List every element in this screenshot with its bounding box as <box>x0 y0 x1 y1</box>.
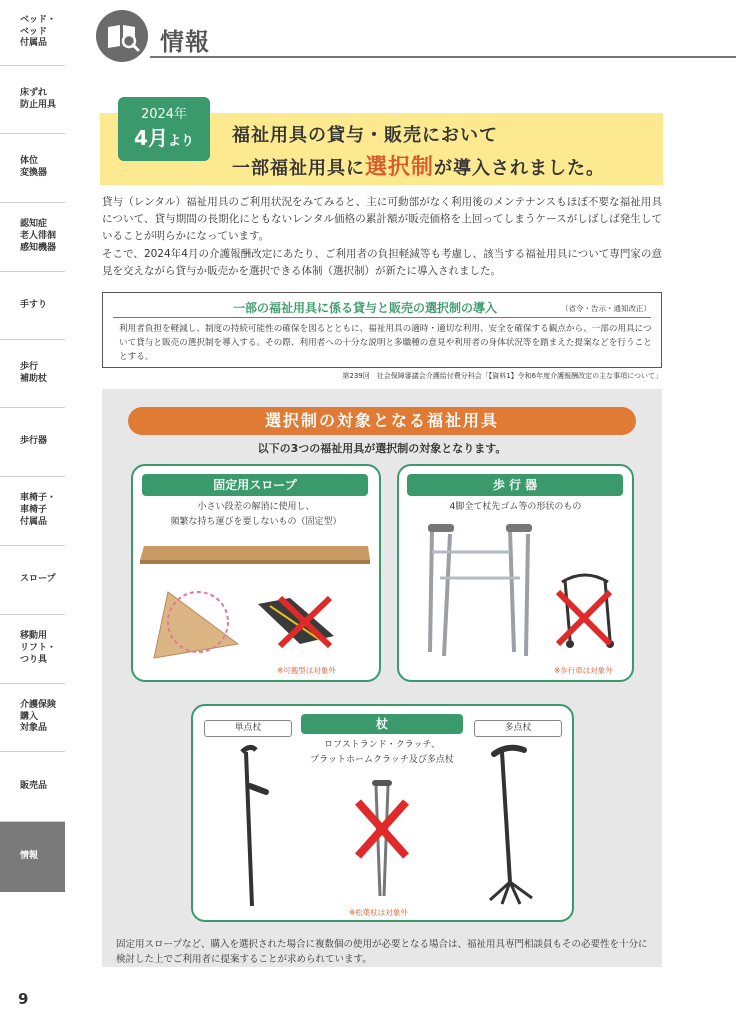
cane-note: ※松葉杖は対象外 <box>349 908 408 917</box>
badge-month-value: 4月 <box>134 126 168 150</box>
forearm-crutch-illustration <box>232 742 272 912</box>
banner-line-2-post: が導入されました。 <box>434 158 606 179</box>
multi-point-cane-tag: 多点杖 <box>474 720 562 737</box>
book-magnifier-icon <box>96 10 148 62</box>
sidebar <box>0 0 65 1024</box>
panel-footer-text: 固定用スロープなど、購入を選択された場合に複数個の使用が必要となる場合は、福祉用具専門相談員もその必要性を十分に検討した上でご利用者に提案することが求められています。 <box>116 939 648 965</box>
badge-month <box>118 122 210 151</box>
banner-line-1: 福祉用具の貸与・販売において <box>232 125 498 146</box>
notice-body: 利用者負担を軽減し、制度の持続可能性の確保を図るとともに、福祉用具の適時・適切な利用、安全を確保する観点から、一部の用具について貸与と販売の選択制を導入する。その際、利用者への十分な説明と多職種の意見や利用者の身体状況等を踏まえた提案などを行うこととする。 <box>119 324 652 362</box>
slope-desc <box>131 500 381 530</box>
sidebar-item-info[interactable]: 情報 <box>0 822 65 892</box>
page-number: 9 <box>18 990 29 1008</box>
page-title: 情報 <box>160 28 210 56</box>
slope-desc-line-1: 小さい段差の解消に使用し、 <box>197 502 315 512</box>
slope-desc-line-2: 頻繁な持ち運びを要しないもの（固定型） <box>170 517 342 527</box>
sidebar-item-pressure-ulcer[interactable]: 床ずれ 防止用具 <box>0 66 65 134</box>
sidebar-item-cane[interactable]: 歩行 補助杖 <box>0 340 65 408</box>
sidebar-item-dementia-sensor[interactable]: 認知症 老人徘徊 感知機器 <box>0 203 65 272</box>
sidebar-item-lift[interactable]: 移動用 リフト・ つり具 <box>0 615 65 684</box>
date-badge <box>118 97 210 161</box>
walker-note: ※歩行車は対象外 <box>554 666 613 675</box>
badge-month-suffix: より <box>167 134 194 149</box>
notice-title: 一部の福祉用具に係る貸与と販売の選択制の導入 <box>233 301 498 315</box>
sidebar-item-walker[interactable]: 歩行器 <box>0 408 65 477</box>
cane-desc-line-1: ロフストランド・クラッチ、 <box>324 740 440 750</box>
sidebar-item-bed[interactable]: ベッド・ ベッド 付属品 <box>0 0 65 66</box>
slope-illustration <box>140 540 370 670</box>
walker-label: 歩 行 器 <box>407 474 623 496</box>
header-rule <box>150 56 736 58</box>
single-point-cane-tag: 単点杖 <box>204 720 292 737</box>
cane-desc <box>270 738 494 768</box>
slope-label: 固定用スロープ <box>142 474 368 496</box>
slope-note: ※可搬型は対象外 <box>277 666 336 675</box>
banner-line-2 <box>232 150 605 181</box>
cane-label: 杖 <box>301 714 463 734</box>
banner-emphasis: 選択制 <box>365 155 435 180</box>
sidebar-item-slope[interactable]: スロープ <box>0 546 65 615</box>
cane-desc-line-2: プラットホームクラッチ及び多点杖 <box>310 755 454 765</box>
intro-paragraph-2: そこで、2024年4月の介護報酬改定にあたり、ご利用者の負担軽減等も考慮し、該当する福祉用具について専門家の意見を交えながら貸与か販売かを選択できる体制（選択制）が新たに導入されました。 <box>102 248 662 277</box>
panel-subtitle: 以下の3つの福祉用具が選択制の対象となります。 <box>257 442 507 455</box>
sidebar-item-wheelchair[interactable]: 車椅子・ 車椅子 付属品 <box>0 477 65 546</box>
sidebar-item-handrail[interactable]: 手すり <box>0 272 65 340</box>
notice-divider <box>113 317 651 318</box>
axillary-crutch-illustration <box>352 776 412 906</box>
walker-illustration <box>410 520 620 660</box>
notice-tag: （省令・告示・通知改正） <box>561 304 651 313</box>
sidebar-item-position-changer[interactable]: 体位 変換器 <box>0 134 65 203</box>
intro-paragraph-1: 貸与（レンタル）福祉用具のご利用状況をみてみると、主に可動部がなく利用後のメンテナンスもほぼ不要な福祉用具について、貸与期間の長期化にともないレンタル価格の累計額が販売価格を上回ってしまうケースがしばしば発生していることが明らかになっています。 <box>102 196 662 242</box>
sidebar-item-sales[interactable]: 販売品 <box>0 752 65 822</box>
quad-cane-illustration <box>484 742 544 912</box>
banner-line-2-pre: 一部福祉用具に <box>232 158 365 179</box>
walker-desc: 4脚全て杖先ゴム等の形状のもの <box>449 502 582 512</box>
panel-title: 選択制の対象となる福祉用具 <box>128 407 636 435</box>
policy-notice-box <box>102 292 662 368</box>
badge-year: 2024年 <box>140 107 188 122</box>
sidebar-item-insurance-purchase[interactable]: 介護保険 購入 対象品 <box>0 684 65 752</box>
notice-source: 第239回 社会保障審議会介護給付費分科会「【資料1】令和6年度介護報酬改定の主な事項について」 <box>342 372 662 380</box>
